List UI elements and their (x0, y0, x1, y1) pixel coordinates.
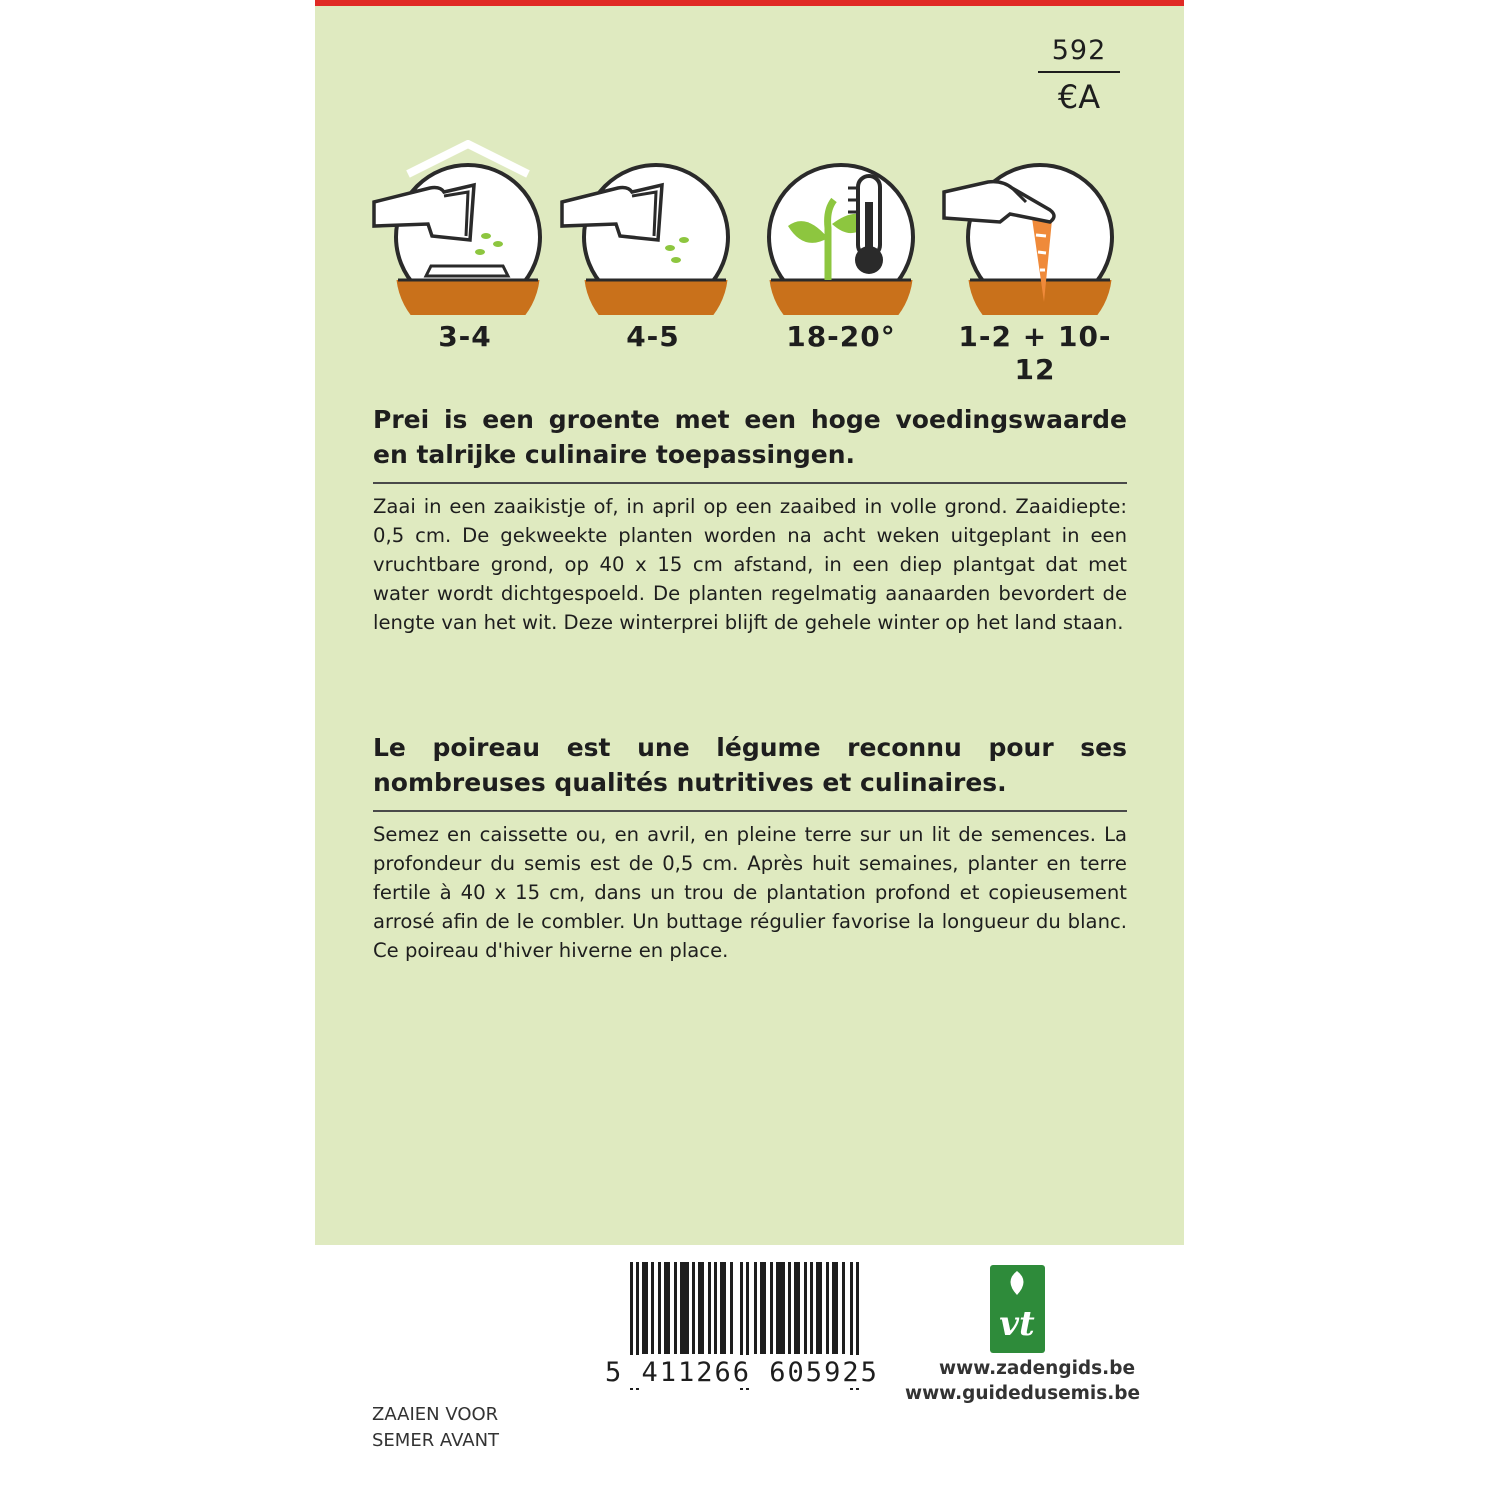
step-sow-outdoors (558, 140, 748, 370)
sowing-steps (370, 140, 1130, 386)
french-intro: Le poireau est une légume reconnu pour ses nombreuses qualités nutritives et culinaires. (373, 733, 1127, 797)
price-category: €A (1057, 78, 1101, 116)
step-sow-indoors (370, 140, 560, 370)
website-nl[interactable]: www.zadengids.be (939, 1358, 1135, 1379)
step-sow-indoors-months: 3-4 (438, 320, 492, 353)
product-number: 592 (1051, 35, 1107, 66)
french-instructions: Semez en caissette ou, en avril, en pleine terre sur un lit de semences. La profondeur du semis est de 0,5 cm. Après huit semaines, planter en terre fertile à 40 x 15 cm, dans un trou de plantation profond et copieusement arrosé afin de le combler. Un buttage régulier favorise la longueur du blanc. Ce poireau d'hiver hiverne en place. (373, 823, 1127, 962)
sow-under-glass-icon (370, 140, 560, 315)
barcode-number: 5 411266 605925 (605, 1355, 890, 1388)
website-fr[interactable]: www.guidedusemis.be (905, 1383, 1141, 1404)
sow-outdoors-icon (558, 140, 748, 315)
french-section (373, 730, 1127, 965)
step-germination-temperature: 18-20° (786, 320, 896, 353)
code-divider (1038, 71, 1120, 73)
sow-before (372, 1402, 499, 1454)
harvest-icon (940, 140, 1130, 315)
step-sow-outdoors-months: 4-5 (626, 320, 680, 353)
vt-logo (990, 1265, 1045, 1355)
vt-logo-text: vt (999, 1304, 1035, 1344)
step-harvest (940, 140, 1130, 386)
product-code (1038, 34, 1120, 115)
dutch-divider (373, 482, 1127, 484)
germination-temperature-icon (746, 140, 936, 315)
french-divider (373, 810, 1127, 812)
dutch-instructions: Zaai in een zaaikistje of, in april op een zaaibed in volle grond. Zaaidiepte: 0,5 cm. De gekweekte planten worden na acht weken uitgeplant in een vruchtbare grond, op 40 x 15 cm afstand, in een diep plantgat dat met water wordt dichtgespoeld. De planten regelmatig aanaarden bevordert de lengte van het wit. Deze winterprei blijft de gehele winter op het land staan. (373, 495, 1127, 634)
dutch-section (373, 402, 1127, 637)
top-red-strip (315, 0, 1184, 6)
sow-before-fr: SEMER AVANT (372, 1430, 500, 1451)
sow-before-nl: ZAAIEN VOOR (372, 1404, 499, 1425)
step-harvest-months: 1-2 + 10-12 (958, 320, 1112, 386)
step-germination (746, 140, 936, 370)
websites (905, 1356, 1141, 1406)
seed-packet-back (315, 0, 1184, 1245)
dutch-intro: Prei is een groente met een hoge voedingswaarde en talrijke culinaire toepassingen. (373, 405, 1127, 469)
